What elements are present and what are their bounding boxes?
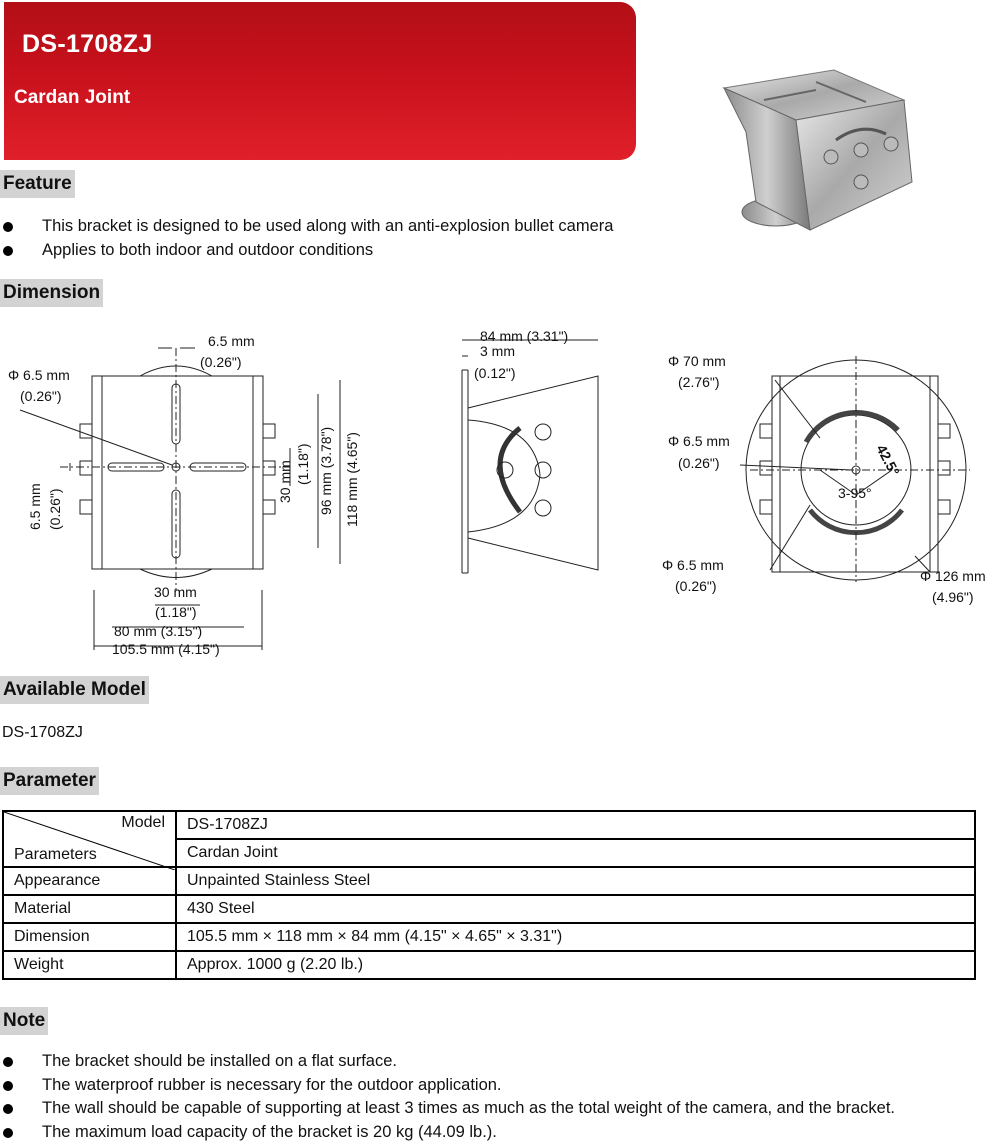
rear-d65b-in: (0.26") <box>675 578 717 594</box>
list-item-text: The bracket should be installed on a flat surface. <box>42 1052 397 1070</box>
rear-angle-42: 42.5° <box>873 441 903 479</box>
note-heading: Note <box>0 1007 48 1035</box>
list-item-text: The waterproof rubber is necessary for the outdoor application. <box>42 1075 502 1094</box>
list-item <box>0 239 613 263</box>
param-value: 105.5 mm × 118 mm × 84 mm (4.15" × 4.65" × 3.31") <box>176 923 975 951</box>
corner-parameters-label: Parameters <box>14 846 97 863</box>
available-model-value: DS-1708ZJ <box>2 724 83 741</box>
front-h30-mm: 30 mm <box>277 460 293 503</box>
bullet-icon <box>3 246 13 256</box>
model-value-cell: DS-1708ZJ <box>176 811 975 839</box>
parameter-heading: Parameter <box>0 767 99 795</box>
rear-d126-mm: Φ 126 mm <box>920 568 986 584</box>
param-label: Material <box>3 895 176 923</box>
list-item <box>0 1050 895 1074</box>
type-value-cell: Cardan Joint <box>176 839 975 867</box>
bullet-icon <box>3 222 13 232</box>
bullet-icon <box>3 1104 13 1114</box>
front-side-in: (0.26") <box>47 488 63 530</box>
front-slot-width-mm: 6.5 mm <box>208 333 255 349</box>
front-side-mm: 6.5 mm <box>27 483 43 530</box>
param-label: Dimension <box>3 923 176 951</box>
param-value: Approx. 1000 g (2.20 lb.) <box>176 951 975 979</box>
front-hole-mm: Φ 6.5 mm <box>8 367 70 383</box>
bullet-icon <box>3 1057 13 1067</box>
feature-heading: Feature <box>0 170 75 198</box>
rear-d70-mm: Φ 70 mm <box>668 353 726 369</box>
front-h30-in: (1.18") <box>295 443 311 485</box>
param-value: Unpainted Stainless Steel <box>176 867 975 895</box>
param-label: Weight <box>3 951 176 979</box>
list-item <box>0 1121 895 1145</box>
table-row <box>3 951 975 979</box>
rear-d65a-mm: Φ 6.5 mm <box>668 433 730 449</box>
front-slot-width-in: (0.26") <box>200 354 242 370</box>
front-w105: 105.5 mm (4.15") <box>112 641 220 657</box>
list-item-text: The maximum load capacity of the bracket is 20 kg (44.09 lb.). <box>42 1122 497 1141</box>
feature-list <box>0 215 613 262</box>
side-thick-in: (0.12") <box>474 365 516 381</box>
front-hole-in: (0.26") <box>20 388 62 404</box>
list-item-text: Applies to both indoor and outdoor conditions <box>42 240 374 259</box>
note-list <box>0 1050 895 1144</box>
bullet-icon <box>3 1128 13 1138</box>
rear-d65a-in: (0.26") <box>678 455 720 471</box>
product-subtitle: Cardan Joint <box>14 87 131 108</box>
list-item <box>0 1074 895 1098</box>
bullet-icon <box>3 1081 13 1091</box>
front-h96: 96 mm (3.78") <box>318 426 334 515</box>
table-row <box>3 895 975 923</box>
product-image <box>716 62 916 234</box>
side-thick-mm: 3 mm <box>480 343 515 359</box>
list-item-text: This bracket is designed to be used along with an anti-explosion bullet camera <box>42 217 614 235</box>
dimension-drawings <box>0 320 1000 665</box>
rear-d126-in: (4.96") <box>932 589 974 605</box>
param-value: 430 Steel <box>176 895 975 923</box>
table-row <box>3 867 975 895</box>
header-banner <box>4 2 636 160</box>
available-model-heading: Available Model <box>0 676 149 704</box>
front-h118: 118 mm (4.65") <box>344 432 360 527</box>
list-item <box>0 1097 895 1121</box>
rear-d65b-mm: Φ 6.5 mm <box>662 557 724 573</box>
corner-model-label: Model <box>121 814 165 831</box>
front-plate-outline <box>92 376 263 569</box>
side-depth: 84 mm (3.31") <box>480 328 569 344</box>
rear-d70-in: (2.76") <box>678 374 720 390</box>
param-label: Appearance <box>3 867 176 895</box>
front-w30-mm: 30 mm <box>154 584 197 600</box>
list-item <box>0 215 613 239</box>
table-row <box>3 923 975 951</box>
product-model-title: DS-1708ZJ <box>22 30 153 58</box>
rear-angle-95: 3-95° <box>838 485 872 501</box>
table-corner-cell <box>3 811 176 867</box>
front-w80: 80 mm (3.15") <box>114 623 203 639</box>
list-item-text: The wall should be capable of supporting at least 3 times as much as the total weight of the camera, and the bracket. <box>42 1099 895 1117</box>
front-w30-in: (1.18") <box>155 604 197 620</box>
dimension-heading: Dimension <box>0 279 103 307</box>
parameter-table <box>2 810 976 980</box>
table-row <box>3 811 975 839</box>
